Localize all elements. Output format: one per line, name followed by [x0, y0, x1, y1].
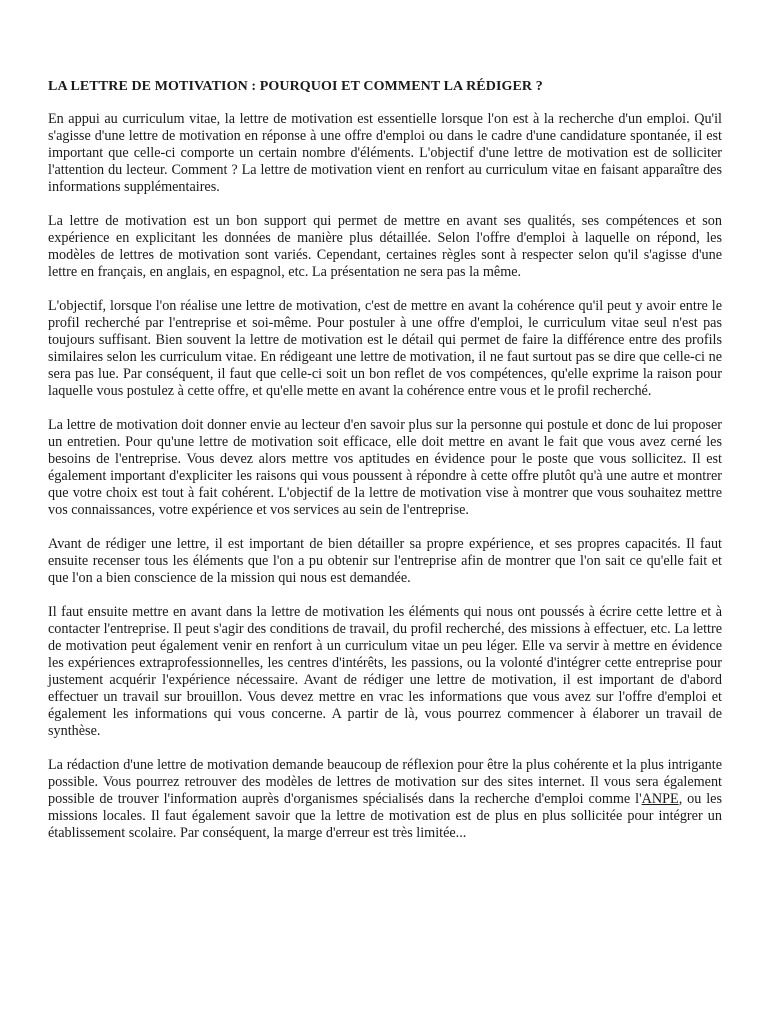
paragraph-4: La lettre de motivation doit donner envie au lecteur d'en savoir plus sur la personne qui postule et donc de lui proposer un entretien. Pour qu'une lettre de motivation soit efficace, elle doit mettre en avant le fait que vous avez cerné les besoins de l'entreprise. Vous devez alors mettre vos aptitudes en évidence pour le poste que vous sollicitez. Il est également important d'expliciter les raisons qui vous poussent à répondre à cette offre plutôt qu'à une autre et montrer que votre choix est tout à fait cohérent. L'objectif de la lettre de motivation vise à montrer que vous souhaitez mettre vos connaissances, votre expérience et vos services au sein de l'entreprise.	[48, 417, 722, 518]
paragraph-6: Il faut ensuite mettre en avant dans la lettre de motivation les éléments qui nous ont poussés à écrire cette lettre et à contacter l'entreprise. Il peut s'agir des conditions de travail, du profil recherché, des missions à effectuer, etc. La lettre de motivation peut également venir en renfort à un curriculum vitae un peu léger. Elle va servir à mettre en évidence les expériences extraprofessionnelles, les centres d'intérêts, les passions, ou la volonté d'intégrer cette entreprise pour justement acquérir l'expérience nécessaire. Avant de rédiger une lettre de motivation, il est important de d'abord effectuer un travail sur brouillon. Vous devez mettre en vrac les informations que vous avez sur l'offre d'emploi et également les informations qui vous concerne. A partir de là, vous pourrez commencer à élaborer un travail de synthèse.	[48, 604, 722, 739]
paragraph-7-text-before-link: La rédaction d'une lettre de motivation demande beaucoup de réflexion pour être la plus cohérente et la plus intrigante possible. Vous pourrez retrouver des modèles de lettres de motivation sur des sites internet. Il vous sera également possible de trouver l'information auprès d'organismes spécialisés dans la recherche d'emploi comme l'	[48, 757, 722, 807]
anpe-link[interactable]: ANPE	[641, 791, 679, 807]
paragraph-7	[48, 757, 722, 842]
paragraph-7-text-after-link: , ou les missions locales. Il faut également savoir que la lettre de motivation est de plus en plus sollicitée pour intégrer un établissement scolaire. Par conséquent, la marge d'erreur est très limitée...	[48, 791, 722, 841]
paragraph-5: Avant de rédiger une lettre, il est important de bien détailler sa propre expérience, et ses propres capacités. Il faut ensuite recenser tous les éléments que l'on a pu obtenir sur l'entreprise afin de montrer que l'on sait ce qu'elle fait et que l'on a bien conscience de la mission qui nous est demandée.	[48, 536, 722, 586]
paragraph-3: L'objectif, lorsque l'on réalise une lettre de motivation, c'est de mettre en avant la cohérence qu'il peut y avoir entre le profil recherché par l'entreprise et soi-même. Pour postuler à une offre d'emploi, le curriculum vitae seul n'est pas toujours suffisant. Bien souvent la lettre de motivation est le détail qui permet de faire la différence entre des profils similaires selon les curriculum vitae. En rédigeant une lettre de motivation, il ne faut surtout pas se dire que celle-ci ne sera pas lue. Par conséquent, il faut que celle-ci soit un bon reflet de vos compétences, qu'elle exprime la raison pour laquelle vous postulez à cette offre, et qu'elle mette en avant la cohérence entre vous et le profil recherché.	[48, 298, 722, 399]
paragraph-2: La lettre de motivation est un bon support qui permet de mettre en avant ses qualités, ses compétences et son expérience en explicitant les données de manière plus détaillée. Selon l'offre d'emploi à laquelle on répond, les modèles de lettres de motivation sont variés. Cependant, certaines règles sont à respecter selon qu'il s'agisse d'une lettre en français, en anglais, en espagnol, etc. La présentation ne sera pas la même.	[48, 213, 722, 280]
document-title: LA LETTRE DE MOTIVATION : POURQUOI ET COMMENT LA RÉDIGER ?	[48, 79, 543, 94]
document-page	[48, 78, 722, 859]
paragraph-1: En appui au curriculum vitae, la lettre de motivation est essentielle lorsque l'on est à la recherche d'un emploi. Qu'il s'agisse d'une lettre de motivation en réponse à une offre d'emploi ou dans le cadre d'une candidature spontanée, il est important que celle-ci comporte un certain nombre d'éléments. L'objectif d'une lettre de motivation est de solliciter l'attention du lecteur. Comment ? La lettre de motivation vient en renfort au curriculum vitae en faisant apparaître des informations supplémentaires.	[48, 111, 722, 195]
